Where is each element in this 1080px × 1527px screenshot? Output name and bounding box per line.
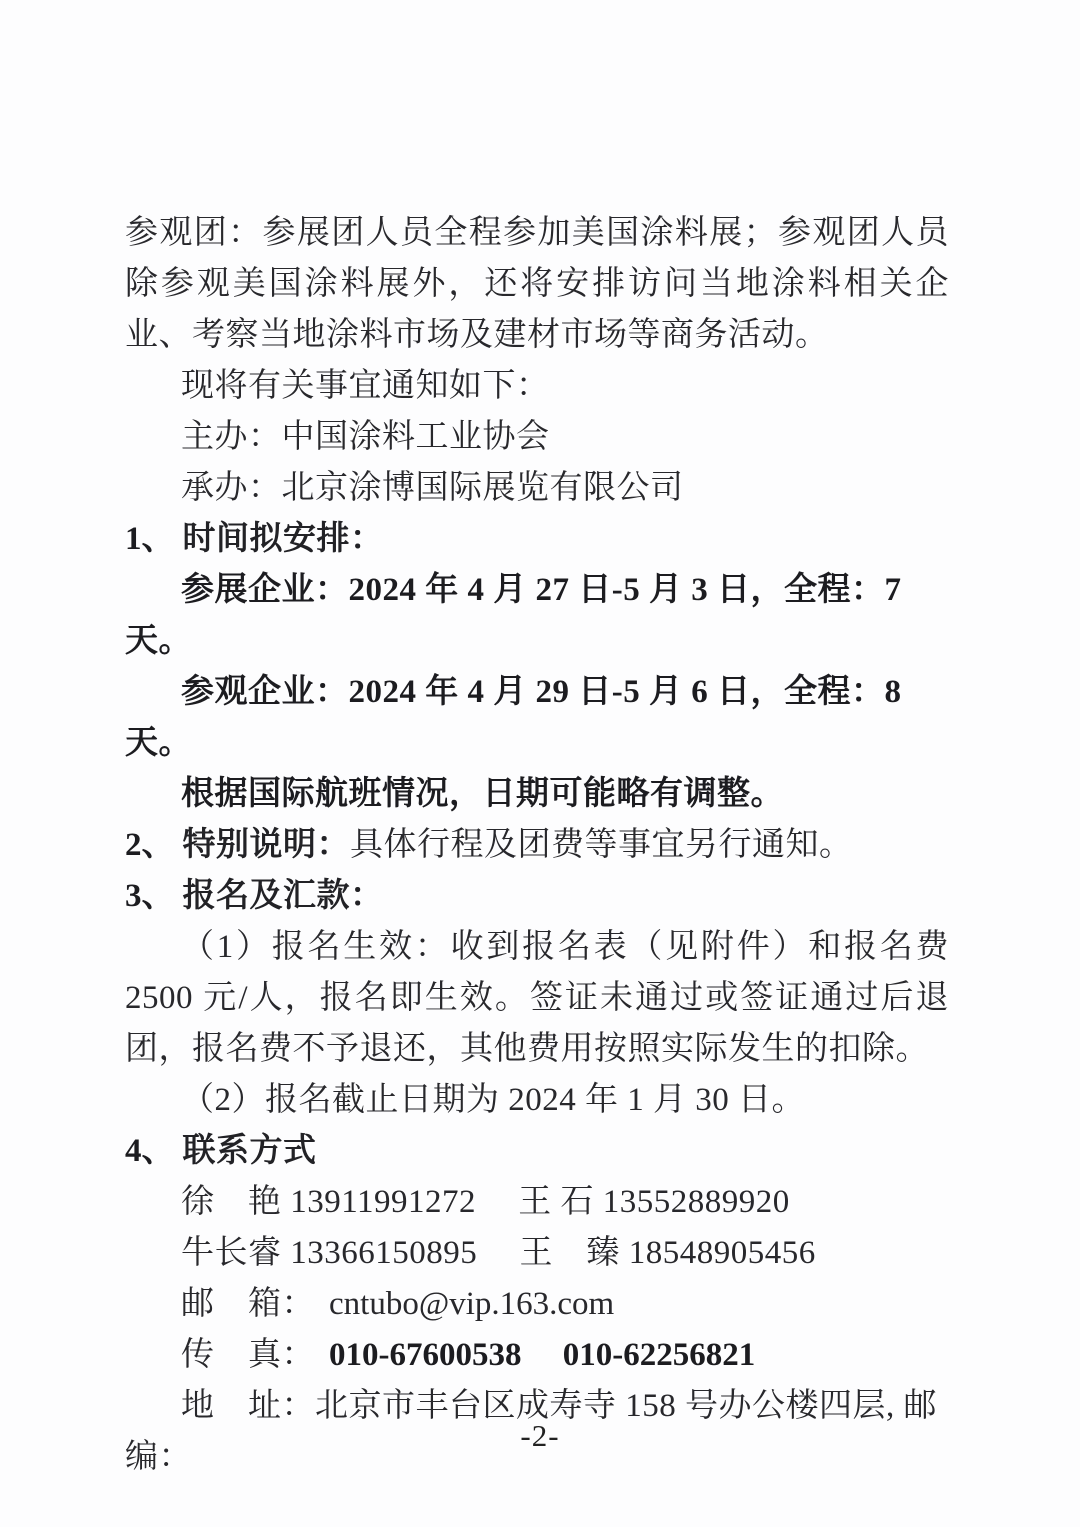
document-body [125, 208, 949, 1483]
fax-line [125, 1330, 949, 1381]
address-value: 北京市丰台区成寿寺 158 号办公楼四层, 邮编： [125, 1388, 937, 1475]
registration-deadline-line: （2）报名截止日期为 2024 年 1 月 30 日。 [181, 1082, 805, 1118]
section2-text: 具体行程及团费等事宜另行通知。 [350, 827, 853, 863]
email-value: cntubo@vip.163.com [329, 1286, 615, 1322]
visitor-schedule-line: 参观企业：2024 年 4 月 29 日-5 月 6 日，全程：8 天。 [125, 674, 902, 761]
contact-line-2: 牛长睿 13366150895 王 臻 18548905456 [181, 1235, 816, 1271]
section3-number: 3、 [125, 878, 175, 914]
section3-title: 报名及汇款： [182, 878, 384, 914]
intro-paragraph: 参观团：参展团人员全程参加美国涂料展；参观团人员除参观美国涂料展外，还将安排访问当地涂料相关企业、考察当地涂料市场及建材市场等商务活动。 [125, 215, 949, 353]
contact-line-1: 徐 艳 13911991272 王 石 13552889920 [181, 1184, 790, 1220]
section4-number: 4、 [125, 1133, 175, 1169]
section2-title: 特别说明： [182, 827, 350, 863]
exhibitor-schedule-line: 参展企业：2024 年 4 月 27 日-5 月 3 日，全程：7 天。 [125, 572, 902, 659]
section3-heading [125, 871, 949, 922]
section4-heading [125, 1126, 949, 1177]
address-label: 地 址： [181, 1388, 315, 1424]
co-organizer-line: 承办：北京涂博国际展览有限公司 [181, 470, 684, 506]
notice-line: 现将有关事宜通知如下： [181, 368, 550, 404]
section4-title: 联系方式 [182, 1133, 317, 1169]
page-number: -2- [520, 1418, 560, 1453]
email-line [125, 1279, 949, 1330]
section2-number: 2、 [125, 827, 175, 863]
section1-title: 时间拟安排： [182, 521, 384, 557]
fax-value: 010-67600538 010-62256821 [329, 1337, 756, 1373]
fax-label: 传 真： [181, 1337, 315, 1373]
email-label: 邮 箱： [181, 1286, 315, 1322]
organizer-line: 主办：中国涂料工业协会 [181, 419, 550, 455]
section1-number: 1、 [125, 521, 175, 557]
section2-heading [125, 820, 949, 871]
schedule-note-line: 根据国际航班情况，日期可能略有调整。 [181, 776, 784, 812]
registration-terms-paragraph: （1）报名生效：收到报名表（见附件）和报名费 2500 元/人，报名即生效。签证未通过或签证通过后退团，报名费不予退还，其他费用按照实际发生的扣除。 [125, 929, 949, 1067]
section1-heading [125, 514, 949, 565]
